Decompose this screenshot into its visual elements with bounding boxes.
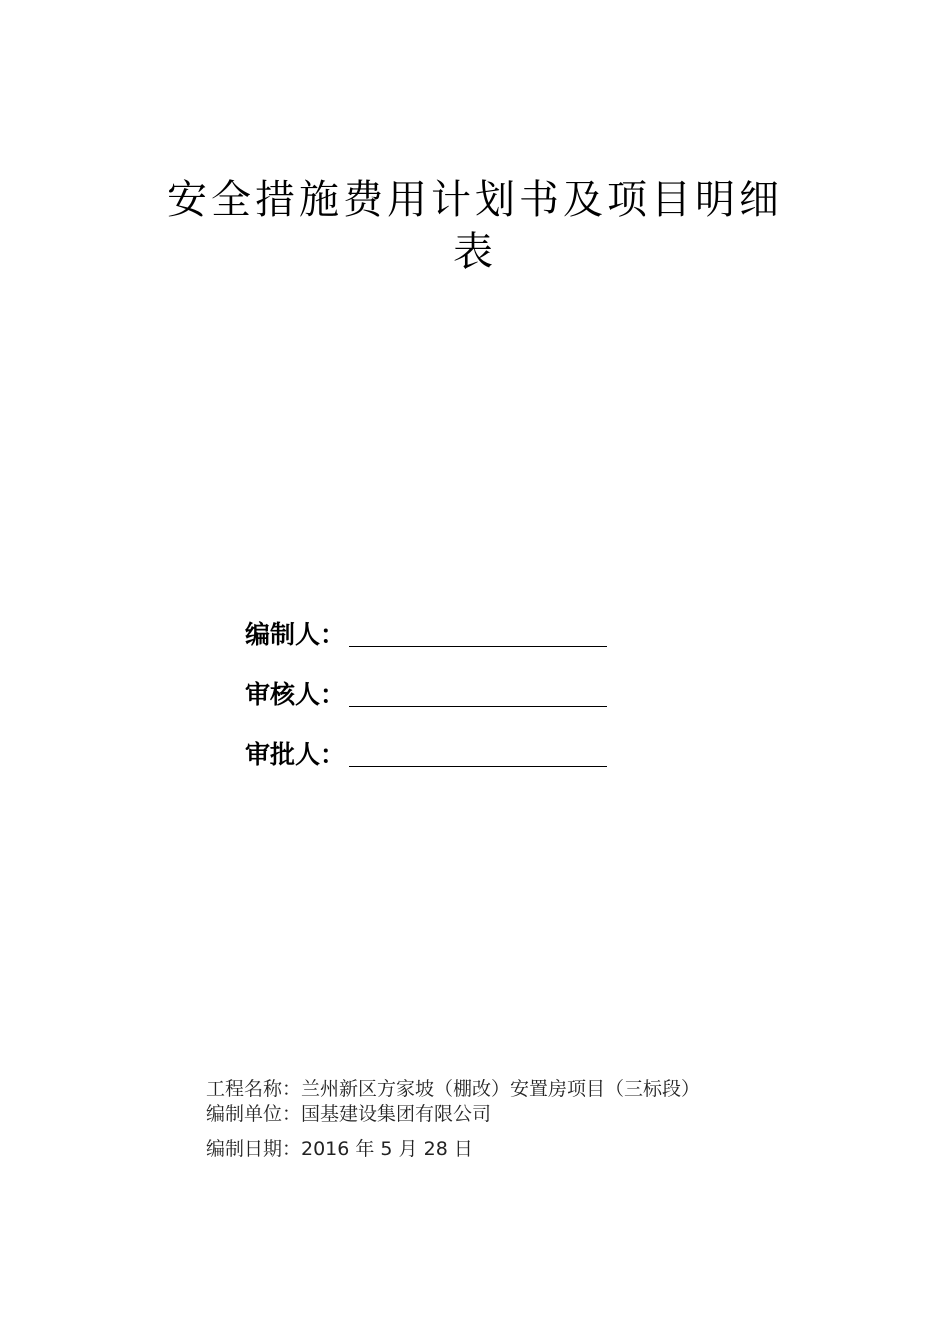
reviewer-signature-line [349, 706, 607, 707]
title-line-1: 安全措施费用计划书及项目明细 [167, 177, 783, 223]
preparer-label: 编制人： [245, 620, 346, 649]
reviewer-label: 审核人： [245, 680, 346, 709]
project-name: 工程名称：兰州新区方家坡（棚改）安置房项目（三标段） [206, 1078, 701, 1100]
document-title [140, 174, 810, 278]
signature-row-approver [245, 730, 607, 770]
approver-label: 审批人： [245, 740, 346, 769]
preparer-signature-line [349, 646, 607, 647]
title-line-2: 表 [453, 229, 497, 275]
signature-row-preparer [245, 610, 607, 650]
signature-row-reviewer [245, 670, 607, 710]
compiling-unit: 编制单位：国基建设集团有限公司 [206, 1103, 492, 1125]
compiling-date: 编制日期：2016 年 5 月 28 日 [206, 1138, 473, 1160]
approver-signature-line [349, 766, 607, 767]
